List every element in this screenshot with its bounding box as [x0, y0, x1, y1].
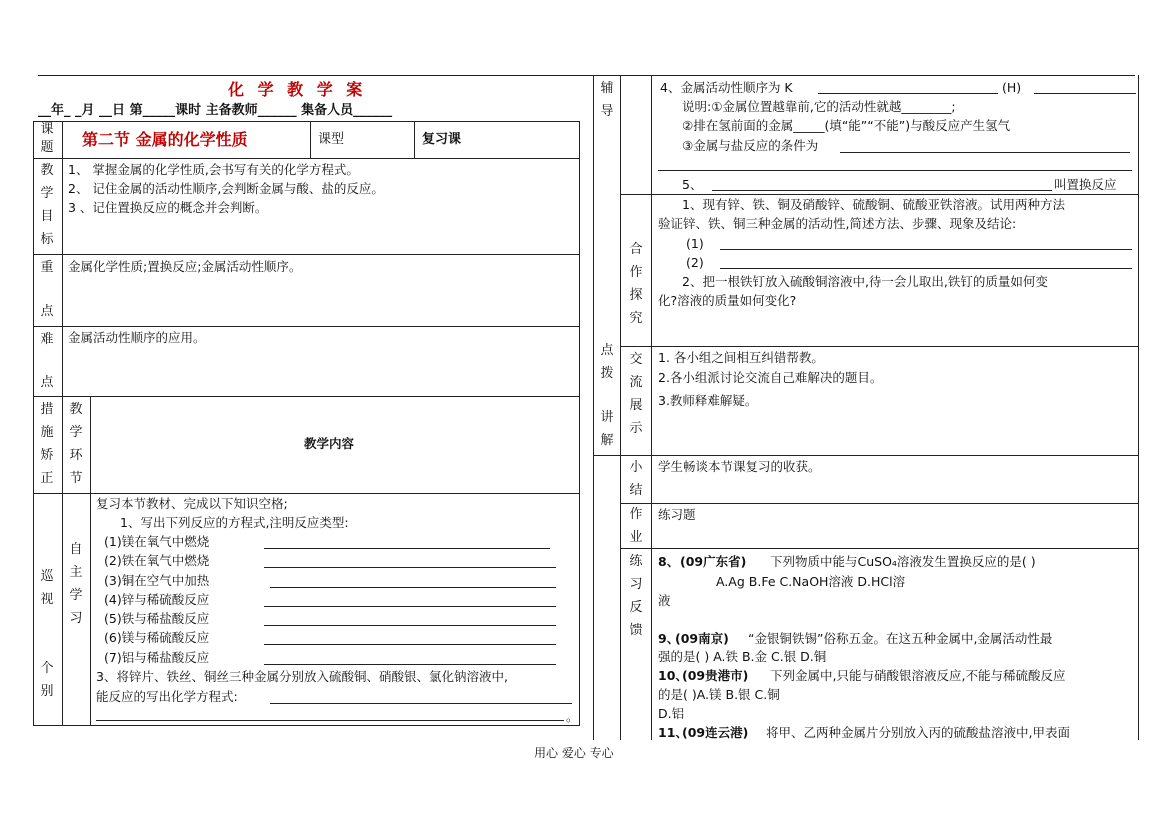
- key-label-1: 重: [40, 260, 54, 275]
- self-q3a: 3、将锌片、铁丝、铜丝三种金属分别放入硫酸铜、硝酸银、氯化钠溶液中,: [96, 669, 508, 684]
- summary-label: 小结: [629, 460, 643, 498]
- measure-label: 措施矫正: [40, 402, 54, 486]
- coop-2a: 2、把一根铁钉放入硫酸铜溶液中,待一会儿取出,铁钉的质量如何变: [682, 274, 1048, 289]
- answer-line: [264, 548, 550, 549]
- row-divider: [620, 503, 1138, 504]
- reaction-item: (2)铁在氧气中燃烧: [104, 553, 210, 568]
- reaction-item: (4)锌与稀硫酸反应: [104, 592, 210, 607]
- p8-options: A.Ag B.Fe C.NaOH溶液 D.HCl溶: [716, 574, 906, 589]
- row-divider: [593, 455, 1138, 456]
- row-divider: [33, 326, 580, 327]
- answer-line: [264, 664, 556, 665]
- goal-item: 1、 掌握金属的化学性质,会书写有关的化学方程式。: [68, 162, 359, 177]
- topic-title: 第二节 金属的化学性质: [82, 130, 248, 149]
- reaction-item: (7)铝与稀盐酸反应: [104, 650, 210, 665]
- coop-method-2: (2): [686, 255, 704, 270]
- exchange-item: 2.各小组派讨论交流自己难解决的题目。: [658, 370, 883, 385]
- key-point: 金属化学性质;置换反应;金属活动性顺序。: [68, 259, 302, 274]
- type-label: 课型: [318, 132, 345, 147]
- self-q3b: 能反应的写出化学方程式:: [96, 689, 238, 704]
- col-divider: [62, 121, 63, 726]
- guide-label: 辅导: [600, 81, 614, 119]
- note-2: ②排在氢前面的金属_____(填“能”“不能”)与酸反应产生氢气: [682, 118, 1011, 133]
- exchange-item: 1. 各小组之间相互纠错帮教。: [658, 350, 824, 365]
- q5-end: 叫置换反应: [1054, 177, 1117, 192]
- row-divider: [33, 254, 580, 255]
- patrol-label-1: 巡: [40, 569, 54, 584]
- p11-num: 11、: [658, 725, 688, 740]
- jiangjie-label: 讲解: [600, 410, 614, 448]
- dianbo-label: 点拨: [600, 343, 614, 381]
- p8-num: 8、: [658, 554, 680, 569]
- row-divider: [620, 346, 1138, 347]
- coop-label: 合作探究: [629, 242, 643, 326]
- answer-line: [264, 625, 556, 626]
- right-inner-col: [620, 75, 621, 740]
- self-study-label: 自主学习: [69, 542, 83, 626]
- col-divider: [310, 121, 311, 158]
- p9-text: “金银铜铁锡”俗称五金。在这五种金属中,金属活动性最: [748, 631, 1053, 646]
- p11-source: (09连云港): [682, 725, 749, 740]
- content-label: 教学内容: [304, 436, 355, 451]
- answer-line: [96, 720, 564, 721]
- p8-options-2: 液: [658, 593, 671, 608]
- answer-line: [1034, 93, 1136, 94]
- answer-line: [712, 190, 1052, 191]
- page-footer: 用心 爱心 专心: [534, 746, 614, 760]
- coop-2b: 化?溶液的质量如何变化?: [658, 293, 797, 308]
- homework-label: 作业: [629, 507, 643, 545]
- hard-label-2: 点: [40, 375, 54, 390]
- answer-line: [720, 268, 1132, 269]
- q4-h: (H): [1002, 80, 1022, 95]
- patrol-label-4: 别: [40, 684, 54, 699]
- p9-line-2: 强的是( ) A.铁 B.金 C.银 D.铜: [658, 649, 827, 664]
- page-title: 化 学 教 学 案: [228, 80, 367, 99]
- col-divider: [90, 396, 91, 726]
- p10-source: (09贵港市): [682, 668, 749, 683]
- period-end: 。: [566, 709, 579, 724]
- patrol-label-3: 个: [40, 661, 54, 676]
- row-divider: [33, 158, 580, 159]
- reaction-item: (6)镁与稀硫酸反应: [104, 630, 210, 645]
- right-table-left-border: [593, 75, 594, 740]
- note-3: ③金属与盐反应的条件为: [682, 138, 819, 153]
- answer-line: [264, 606, 556, 607]
- note-1: 说明:①金属位置越靠前,它的活动性就越________;: [682, 99, 956, 114]
- right-table-right-border: [1138, 75, 1139, 740]
- feedback-label: 练习反馈: [629, 554, 643, 638]
- answer-line: [818, 93, 998, 94]
- homework-text: 练习题: [658, 507, 696, 522]
- p8-source: (09广东省): [680, 554, 747, 569]
- summary-text: 学生畅谈本节课复习的收获。: [658, 459, 821, 474]
- exchange-label: 交流展示: [629, 352, 643, 436]
- hard-point: 金属活动性顺序的应用。: [68, 330, 206, 345]
- answer-line: [270, 587, 556, 588]
- answer-line: [264, 567, 556, 568]
- goal-item: 3 、记住置换反应的概念并会判断。: [68, 200, 268, 215]
- reaction-item: (1)镁在氧气中燃烧: [104, 534, 210, 549]
- q4-text: 4、金属活动性顺序为 K: [660, 80, 793, 95]
- patrol-label-2: 视: [40, 592, 54, 607]
- hard-label-1: 难: [40, 332, 54, 347]
- p9-num: 9、: [658, 631, 680, 646]
- row-divider: [33, 396, 580, 397]
- reaction-item: (3)铜在空气中加热: [104, 573, 210, 588]
- col-divider: [414, 121, 415, 158]
- answer-line: [658, 170, 1132, 171]
- p11-text: 将甲、乙两种金属片分别放入丙的硫酸盐溶液中,甲表面: [766, 725, 1070, 740]
- coop-1a: 1、现有锌、铁、铜及硝酸锌、硫酸铜、硫酸亚铁溶液。试用两种方法: [682, 197, 1065, 212]
- row-divider: [620, 548, 1138, 549]
- p9-source: (09南京): [675, 631, 729, 646]
- p10-num: 10、: [658, 668, 688, 683]
- self-intro: 复习本节教材、完成以下知识空格;: [96, 496, 288, 511]
- goals-label: 教学目标: [40, 163, 54, 247]
- p8-text: 下列物质中能与CuSO₄溶液发生置换反应的是( ): [770, 554, 1036, 569]
- p10-text: 下列金属中,只能与硝酸银溶液反应,不能与稀硫酸反应: [770, 668, 1066, 683]
- p10-line-2: 的是( )A.镁 B.银 C.铜: [658, 687, 780, 702]
- coop-1b: 验证锌、铁、铜三种金属的活动性,简述方法、步骤、现象及结论:: [658, 216, 1017, 231]
- answer-line: [720, 249, 1132, 250]
- section-label: 教学环节: [69, 402, 83, 486]
- goal-item: 2、 记住金属的活动性顺序,会判断金属与酸、盐的反应。: [68, 181, 384, 196]
- key-label-2: 点: [40, 304, 54, 319]
- type-value: 复习课: [422, 132, 462, 147]
- coop-method-1: (1): [686, 236, 704, 251]
- answer-line: [840, 152, 1130, 153]
- p10-line-3: D.铝: [658, 706, 685, 721]
- topic-label: 课题: [40, 122, 54, 155]
- top-rule: [38, 75, 1135, 76]
- answer-line: [264, 644, 556, 645]
- right-inner-col: [651, 75, 652, 740]
- header-meta: __年_ _月 __日 第_____课时 主备教师______ 集备人员______: [38, 103, 393, 118]
- self-q1: 1、写出下列反应的方程式,注明反应类型:: [120, 515, 349, 530]
- exchange-item: 3.教师释难解疑。: [658, 393, 758, 408]
- reaction-item: (5)铁与稀盐酸反应: [104, 611, 210, 626]
- q5-num: 5、: [682, 177, 703, 192]
- answer-line: [270, 703, 572, 704]
